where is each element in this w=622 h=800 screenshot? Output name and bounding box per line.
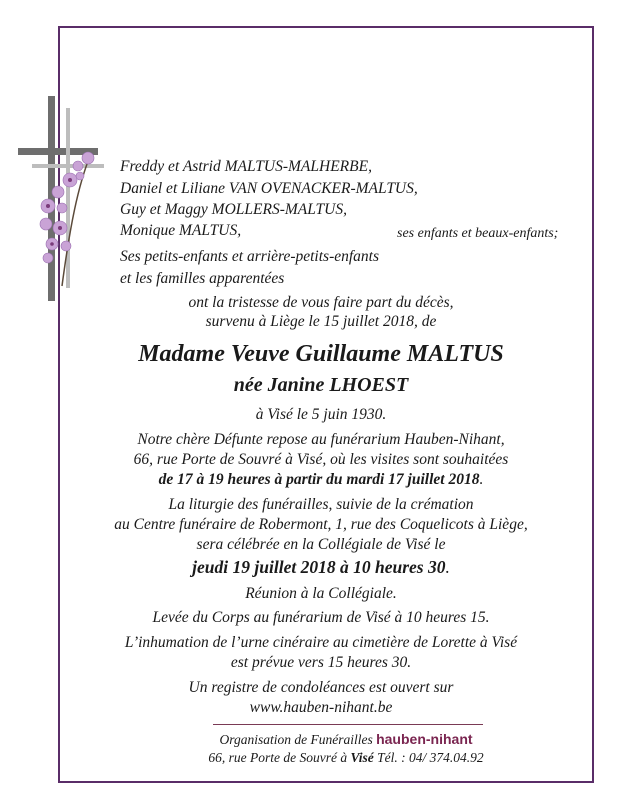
reunion-line: Réunion à la Collégiale. — [245, 585, 397, 602]
viewing-line-1: Notre chère Défunte repose au funérarium Hauben-Nihant, — [137, 431, 505, 448]
viewing-line-2: 66, rue Porte de Souvré à Visé, où les visites sont souhaitées — [133, 451, 509, 468]
footer-address: 66, rue Porte de Souvré à Visé Tél. : 04/ 374.04.92 — [208, 750, 484, 765]
deceased-maiden-name: née Janine LHOEST — [233, 374, 409, 396]
inhumation-line-2: est prévue vers 15 heures 30. — [230, 654, 412, 671]
family-line-2: Daniel et Liliane VAN OVENACKER-MALTUS, — [120, 180, 418, 197]
relatives-line: et les familles apparentées — [120, 270, 285, 287]
inhumation-line-1: L’inhumation de l’urne cinéraire au cimetière de Lorette à Visé — [124, 634, 518, 651]
announcement-line-2: survenu à Liège le 15 juillet 2018, de — [205, 313, 437, 330]
cross-orchid-icon — [18, 96, 108, 306]
viewing-dates: de 17 à 19 heures à partir du mardi 17 juillet 2018 — [158, 471, 480, 488]
levee-line: Levée du Corps au funérarium de Visé à 10 heures 15. — [152, 609, 490, 626]
condolences-line-1: Un registre de condoléances est ouvert sur — [188, 679, 454, 696]
grandchildren-line: Ses petits-enfants et arrière-petits-enfants — [120, 248, 380, 265]
children-note: ses enfants et beaux-enfants; — [397, 226, 559, 241]
viewing-line-3: de 17 à 19 heures à partir du mardi 17 juillet 2018. — [158, 471, 484, 488]
liturgy-line-2: au Centre funéraire de Robermont, 1, rue des Coquelicots à Liège, — [114, 516, 528, 533]
funeral-date: jeudi 19 juillet 2018 à 10 heures 30. — [192, 557, 450, 577]
liturgy-line-1: La liturgie des funérailles, suivie de la crémation — [168, 496, 474, 513]
brand-logo: hauben-nihant — [376, 731, 473, 747]
family-line-3: Guy et Maggy MOLLERS-MALTUS, — [120, 201, 347, 218]
liturgy-line-3: sera célébrée en la Collégiale de Visé le — [196, 536, 446, 553]
footer-divider — [213, 724, 483, 725]
family-line-4: Monique MALTUS, — [120, 222, 242, 239]
condolences-link[interactable]: www.hauben-nihant.be — [249, 699, 393, 716]
footer-organisation: Organisation de Funérailles hauben-nihant — [219, 731, 473, 747]
deceased-name: Madame Veuve Guillaume MALTUS — [138, 341, 504, 367]
family-line-1: Freddy et Astrid MALTUS-MALHERBE, — [120, 158, 372, 175]
birth-line: à Visé le 5 juin 1930. — [255, 406, 387, 423]
announcement-line-1: ont la tristesse de vous faire part du décès, — [188, 294, 454, 311]
